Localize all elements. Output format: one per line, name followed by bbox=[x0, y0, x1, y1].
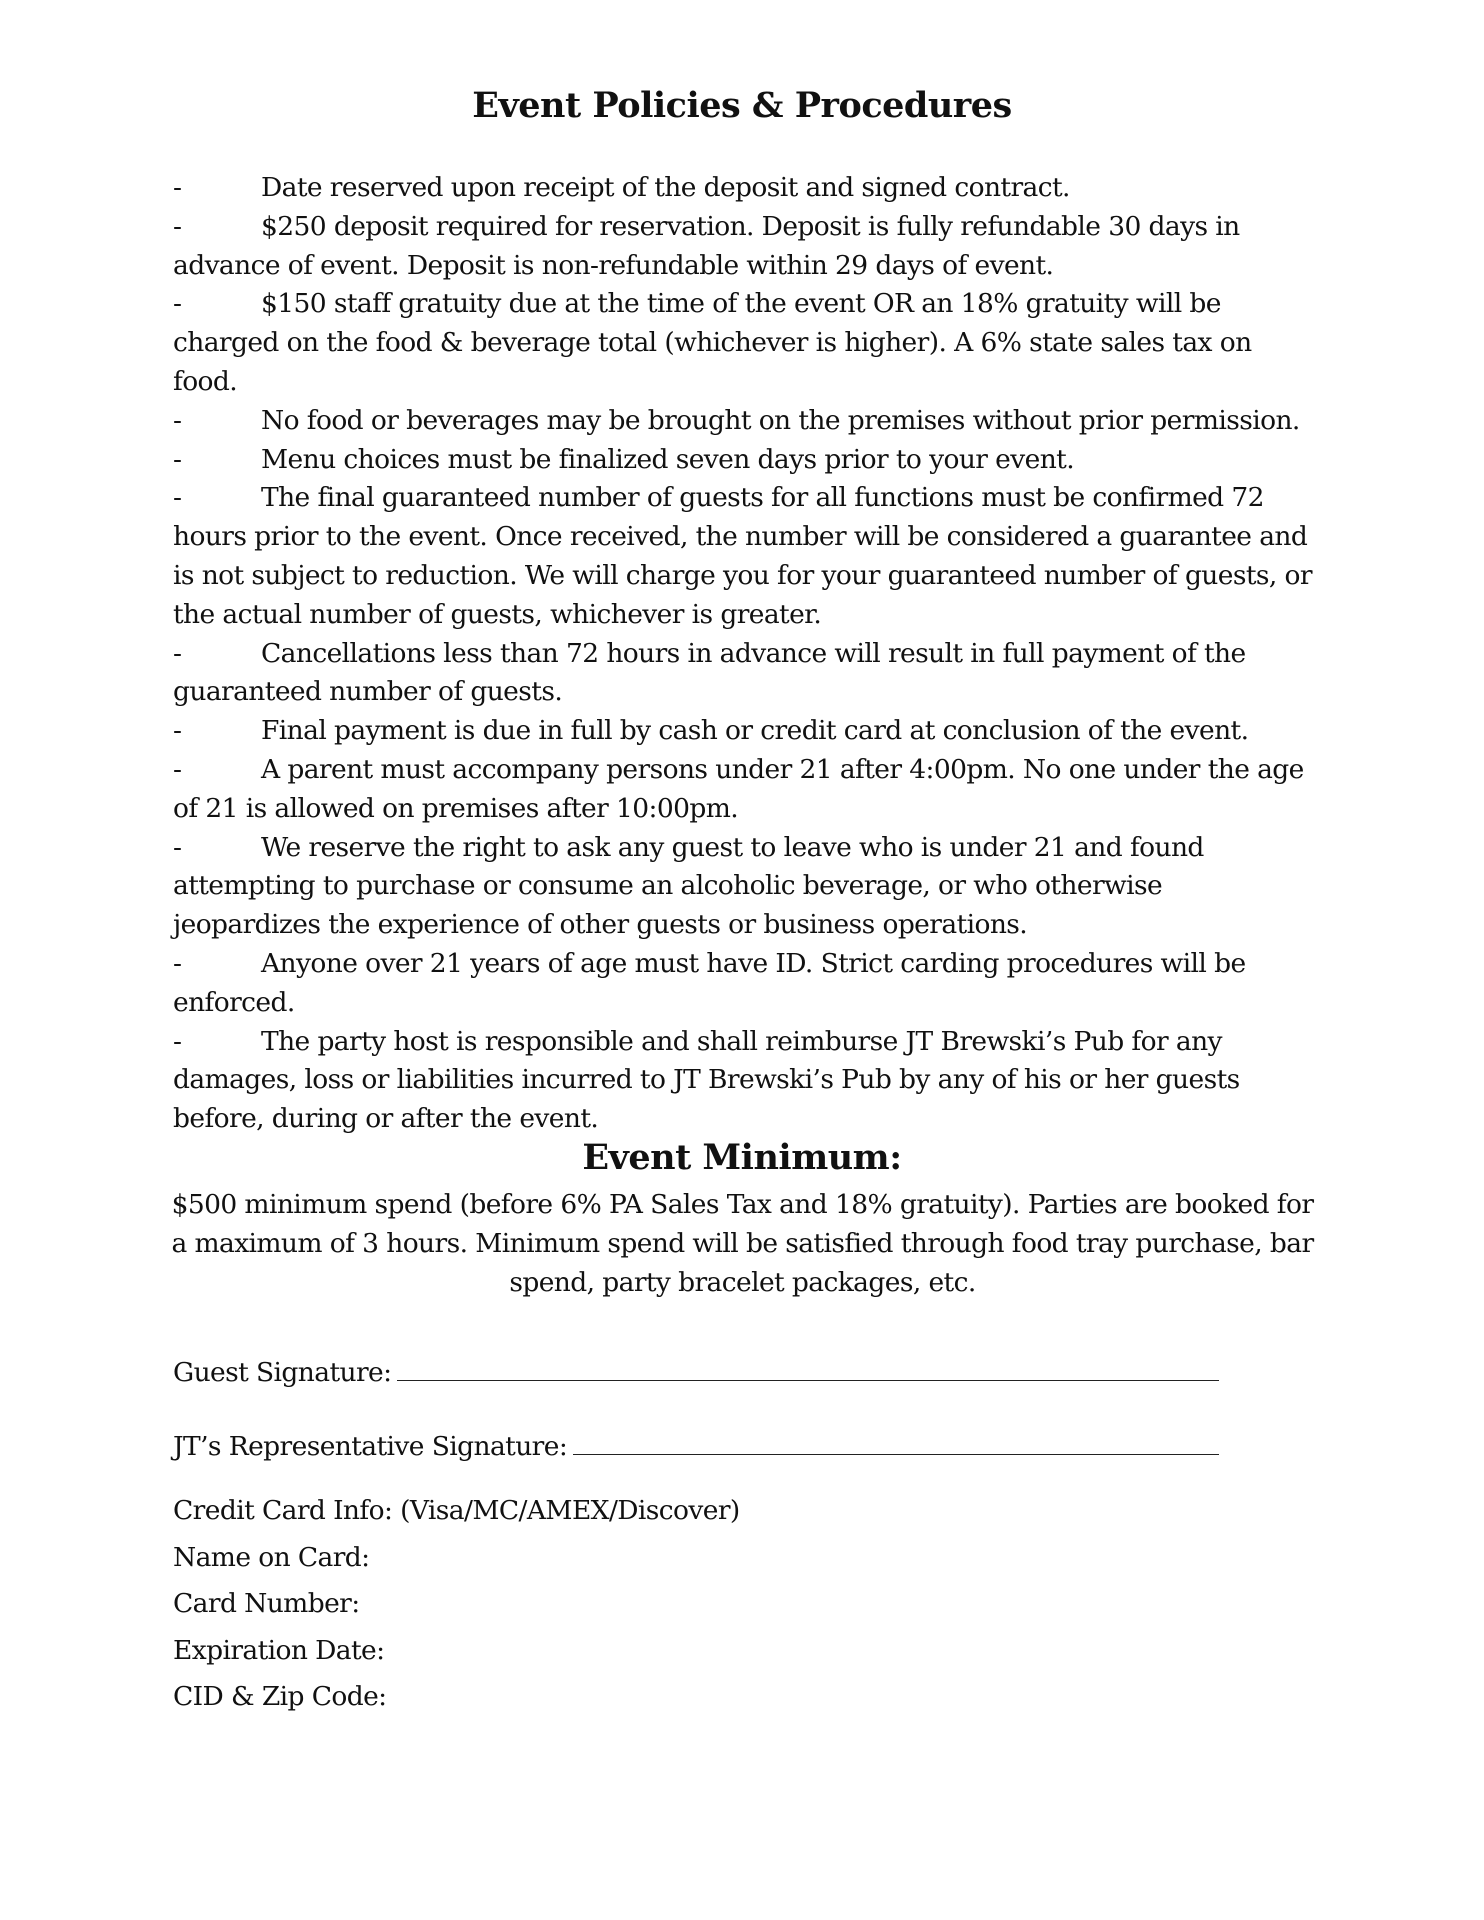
policy-item bbox=[173, 1023, 1313, 1139]
policy-item bbox=[173, 751, 1313, 829]
policy-text: $150 staff gratuity due at the time of the event OR an 18% gratuity will be charged on the food & beverage total (whichever is higher). A 6% state sales tax on food. bbox=[173, 288, 1252, 397]
expiration-date-label: Expiration Date: bbox=[173, 1634, 385, 1666]
bullet-marker: - bbox=[173, 288, 182, 320]
policy-item bbox=[173, 441, 1313, 480]
policy-text: Final payment is due in full by cash or credit card at conclusion of the event. bbox=[261, 715, 1249, 747]
bullet-marker: - bbox=[173, 172, 182, 203]
bullet-marker: - bbox=[173, 947, 182, 979]
guest-signature-field[interactable] bbox=[397, 1354, 1219, 1381]
page-title: Event Policies & Procedures bbox=[472, 85, 1012, 126]
bullet-marker: - bbox=[173, 1025, 182, 1057]
name-on-card-label: Name on Card: bbox=[173, 1541, 370, 1573]
bullet-marker: - bbox=[173, 210, 182, 242]
policy-text: The party host is responsible and shall reimburse JT Brewski’s Pub for any damages, loss or liabilities incurred to JT Brewski’s Pub by any of his or her guests before, during or after the event. bbox=[173, 1025, 1240, 1135]
card-number-label: Card Number: bbox=[173, 1588, 360, 1619]
guest-signature-label: Guest Signature: bbox=[173, 1357, 392, 1388]
policy-list bbox=[173, 169, 1313, 1139]
policy-text: Date reserved upon receipt of the deposit and signed contract. bbox=[261, 172, 1070, 203]
policy-text: The final guaranteed number of guests for all functions must be confirmed 72 hours prior to the event. Once received, the number will be considered a guarantee and is not subject to reduction. We will charge you for your guaranteed number of guests, or the actual number of guests, whichever is greater. bbox=[173, 482, 1312, 630]
bullet-marker: - bbox=[173, 831, 182, 863]
cid-zip-label: CID & Zip Code: bbox=[173, 1681, 387, 1712]
policy-item bbox=[173, 402, 1313, 441]
credit-card-info bbox=[173, 1488, 740, 1721]
bullet-marker: - bbox=[173, 482, 182, 514]
policy-item bbox=[173, 479, 1313, 634]
policy-text: Anyone over 21 years of age must have ID. Strict carding procedures will be enforced. bbox=[173, 947, 1246, 1018]
policy-item bbox=[173, 712, 1313, 751]
policy-text: A parent must accompany persons under 21 after 4:00pm. No one under the age of 21 is allowed on premises after 10:00pm. bbox=[173, 753, 1304, 824]
policy-text: No food or beverages may be brought on the premises without prior permission. bbox=[261, 404, 1300, 436]
bullet-marker: - bbox=[173, 753, 182, 785]
guest-signature-row bbox=[173, 1354, 1219, 1391]
bullet-marker: - bbox=[173, 637, 182, 669]
policy-text: Menu choices must be finalized seven days prior to your event. bbox=[261, 443, 1075, 475]
bullet-marker: - bbox=[173, 404, 182, 436]
bullet-marker: - bbox=[173, 443, 182, 475]
rep-signature-label: JT’s Representative Signature: bbox=[173, 1431, 568, 1462]
policy-item bbox=[173, 945, 1313, 1023]
rep-signature-row bbox=[173, 1428, 1219, 1465]
event-minimum-text: $500 minimum spend (before 6% PA Sales Tax and 18% gratuity). Parties are booked for a maximum of 3 hours. Minimum spend will be satisfied through food tray purchase, bar spend, party bracelet packages, etc. bbox=[171, 1189, 1314, 1298]
event-minimum-heading: Event Minimum: bbox=[582, 1137, 902, 1178]
policy-text: We reserve the right to ask any guest to leave who is under 21 and found attempting to purchase or consume an alcoholic beverage, or who otherwise jeopardizes the experience of other guests or business operations. bbox=[173, 831, 1204, 941]
policy-text: $250 deposit required for reservation. Deposit is fully refundable 30 days in advance of event. Deposit is non-refundable within 29 days of event. bbox=[173, 210, 1240, 281]
policy-item bbox=[173, 169, 1313, 208]
policy-item bbox=[173, 285, 1313, 401]
policy-item bbox=[173, 829, 1313, 945]
bullet-marker: - bbox=[173, 715, 182, 747]
policy-item bbox=[173, 635, 1313, 713]
credit-card-header: Credit Card Info: (Visa/MC/AMEX/Discover) bbox=[173, 1495, 740, 1526]
policy-item bbox=[173, 208, 1313, 286]
rep-signature-field[interactable] bbox=[573, 1428, 1219, 1455]
policy-text: Cancellations less than 72 hours in advance will result in full payment of the guaranteed number of guests. bbox=[173, 637, 1246, 708]
